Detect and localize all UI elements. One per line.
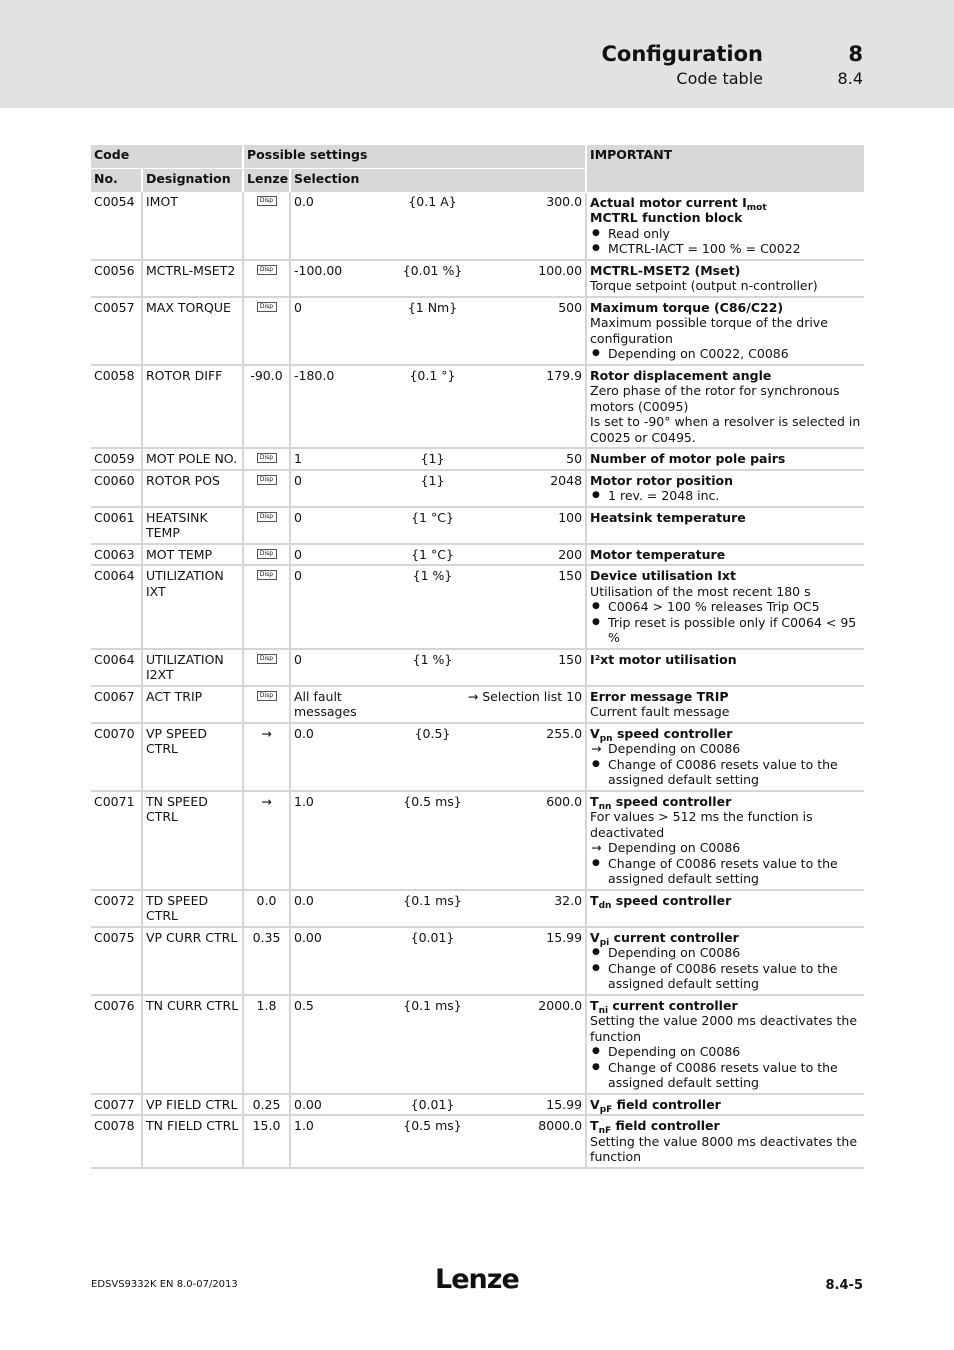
cell-lenze [243, 565, 290, 649]
table-row [91, 890, 864, 927]
cell-min: 0 [290, 507, 375, 544]
cell-step: {0.01 %} [375, 260, 490, 297]
bullet-item: ● Change of C0086 resets value to the assigned default setting [590, 757, 861, 788]
table-row [91, 365, 864, 449]
cell-step: {1} [375, 470, 490, 507]
cell-code-no: C0063 [91, 544, 142, 566]
title-subscript: dn [598, 900, 612, 911]
table-row [91, 995, 864, 1094]
bullet-item: ● Read only [590, 226, 861, 242]
cell-lenze [243, 448, 290, 470]
cell-designation: MAX TORQUE [142, 297, 243, 365]
description-title [590, 368, 861, 384]
title-text: Device utilisation Ixt [590, 568, 736, 583]
description-text: Maximum possible torque of the drive configuration [590, 315, 828, 346]
cell-important [586, 1094, 864, 1116]
cell-min: 1 [290, 448, 375, 470]
cell-min: 0.00 [290, 1094, 375, 1116]
col-header-selection: Selection [290, 169, 586, 193]
table-row [91, 927, 864, 995]
cell-designation: ROTOR DIFF [142, 365, 243, 449]
bullet-item: ● Change of C0086 resets value to the assigned default setting [590, 856, 861, 887]
col-header-lenze: Lenze [243, 169, 290, 193]
cell-lenze: 0.35 [243, 927, 290, 995]
cell-max: 100 [490, 507, 586, 544]
cell-lenze: → [243, 791, 290, 890]
title-text: T [590, 997, 599, 1013]
cell-max: 15.99 [490, 927, 586, 995]
cell-lenze [243, 470, 290, 507]
bullet-item: ● 1 rev. = 2048 inc. [590, 488, 861, 504]
description-title [590, 510, 861, 526]
cell-max: 8000.0 [490, 1115, 586, 1168]
cell-lenze [243, 260, 290, 297]
cell-important [586, 297, 864, 365]
cell-min: 0 [290, 470, 375, 507]
table-row [91, 448, 864, 470]
title-text: Maximum torque (C86/C22) [590, 299, 784, 315]
cell-max: 500 [490, 297, 586, 365]
cell-designation: MOT TEMP [142, 544, 243, 566]
table-row [91, 649, 864, 686]
cell-designation: UTILIZATION I2XT [142, 649, 243, 686]
cell-lenze: 0.25 [243, 1094, 290, 1116]
cell-min: -180.0 [290, 365, 375, 449]
cell-designation: VP CURR CTRL [142, 927, 243, 995]
title-rest: speed controller [612, 725, 733, 741]
cell-min: -100.00 [290, 260, 375, 297]
cell-max: 255.0 [490, 723, 586, 791]
description-title [590, 726, 861, 742]
cell-lenze: -90.0 [243, 365, 290, 449]
cell-important [586, 1115, 864, 1168]
table-row [91, 297, 864, 365]
cell-step: {1 °C} [375, 507, 490, 544]
title-text: T [590, 892, 599, 908]
display-only-icon: Disp [257, 512, 277, 522]
cell-min: 0 [290, 544, 375, 566]
cell-lenze [243, 649, 290, 686]
cell-max: 200 [490, 544, 586, 566]
title-text: MCTRL-MSET2 (Mset) [590, 262, 741, 278]
title-rest: speed controller [611, 793, 732, 809]
cell-designation: TN FIELD CTRL [142, 1115, 243, 1168]
page-header [0, 0, 954, 108]
cell-important [586, 791, 864, 890]
col-header-designation: Designation [142, 169, 243, 193]
cell-code-no: C0057 [91, 297, 142, 365]
bullet-item: ● Change of C0086 resets value to the assigned default setting [590, 961, 861, 992]
description-title [590, 473, 861, 489]
cell-important [586, 365, 864, 449]
description-title [590, 568, 861, 584]
title-subscript: mot [746, 202, 767, 213]
description-title [590, 893, 861, 909]
cell-important [586, 686, 864, 723]
header-chapter: 8 [848, 42, 863, 66]
title-subscript: ni [598, 1005, 609, 1016]
cell-min: All fault messages [290, 686, 375, 723]
cell-step: {0.1 A} [375, 192, 490, 260]
display-only-icon: Disp [257, 265, 277, 275]
col-header-no: No. [91, 169, 142, 193]
col-header-code: Code [91, 145, 243, 169]
description-title [590, 300, 861, 316]
cell-designation: VP FIELD CTRL [142, 1094, 243, 1116]
cell-designation: TN SPEED CTRL [142, 791, 243, 890]
description-title [590, 210, 861, 226]
cell-important [586, 470, 864, 507]
description-title [590, 1097, 861, 1113]
cell-important [586, 565, 864, 649]
cell-important [586, 995, 864, 1094]
description-title [590, 263, 861, 279]
cell-min: 0.0 [290, 192, 375, 260]
cell-code-no: C0077 [91, 1094, 142, 1116]
cell-max: 2048 [490, 470, 586, 507]
cell-designation: HEATSINK TEMP [142, 507, 243, 544]
display-only-icon: Disp [257, 196, 277, 206]
title-subscript: pn [599, 733, 613, 744]
description-title [590, 547, 861, 563]
bullet-item: ● Depending on C0086 [590, 1044, 861, 1060]
title-text: I²xt motor utilisation [590, 651, 737, 667]
page-number: 8.4-5 [825, 1278, 863, 1293]
cell-min: 0 [290, 297, 375, 365]
table-row [91, 507, 864, 544]
col-header-important: IMPORTANT [586, 145, 864, 192]
title-text: V [590, 1096, 600, 1112]
cell-important [586, 927, 864, 995]
cell-code-no: C0061 [91, 507, 142, 544]
cell-max: 15.99 [490, 1094, 586, 1116]
table-row [91, 544, 864, 566]
table-row [91, 723, 864, 791]
cell-code-no: C0076 [91, 995, 142, 1094]
cell-code-no: C0054 [91, 192, 142, 260]
cell-step: {1} [375, 448, 490, 470]
bullet-item: ● MCTRL-IACT = 100 % = C0022 [590, 241, 861, 257]
cell-code-no: C0060 [91, 470, 142, 507]
title-text: Motor rotor position [590, 472, 733, 488]
arrow-item: → Depending on C0086 [590, 840, 861, 856]
cell-important [586, 723, 864, 791]
cell-max: 179.9 [490, 365, 586, 449]
description-title [590, 794, 861, 810]
description-title [590, 998, 861, 1014]
cell-max: 150 [490, 565, 586, 649]
cell-step: {0.01} [375, 927, 490, 995]
display-only-icon: Disp [257, 691, 277, 701]
title-subscript: pF [599, 1104, 613, 1115]
table-row [91, 1094, 864, 1116]
cell-min: 0.5 [290, 995, 375, 1094]
title-rest: current controller [609, 929, 739, 945]
title-text: Heatsink temperature [590, 509, 746, 525]
cell-designation: ACT TRIP [142, 686, 243, 723]
cell-step: {1 %} [375, 649, 490, 686]
description-text: Setting the value 8000 ms deactivates the function [590, 1133, 858, 1164]
cell-code-no: C0056 [91, 260, 142, 297]
cell-step: {0.5} [375, 723, 490, 791]
cell-designation: VP SPEED CTRL [142, 723, 243, 791]
display-only-icon: Disp [257, 475, 277, 485]
cell-lenze [243, 507, 290, 544]
description-text: Zero phase of the rotor for synchronous motors (C0095) [590, 383, 840, 414]
cell-designation: MCTRL-MSET2 [142, 260, 243, 297]
header-title: Configuration [601, 42, 763, 66]
cell-step: {1 Nm} [375, 297, 490, 365]
title-subscript: nn [598, 801, 612, 812]
lenze-logo: Lenze [435, 1264, 519, 1295]
table-row [91, 791, 864, 890]
title-rest: speed controller [611, 892, 732, 908]
cell-lenze: → [243, 723, 290, 791]
table-row [91, 1115, 864, 1168]
cell-step: {0.5 ms} [375, 791, 490, 890]
cell-code-no: C0058 [91, 365, 142, 449]
description-title [590, 451, 861, 467]
col-header-possible-settings: Possible settings [243, 145, 586, 169]
cell-max: 100.00 [490, 260, 586, 297]
cell-designation: TN CURR CTRL [142, 995, 243, 1094]
cell-designation: TD SPEED CTRL [142, 890, 243, 927]
cell-code-no: C0072 [91, 890, 142, 927]
display-only-icon: Disp [257, 654, 277, 664]
title-text: V [590, 929, 600, 945]
bullet-item: ● C0064 > 100 % releases Trip OC5 [590, 599, 861, 615]
title-text: V [590, 725, 600, 741]
description-text: Setting the value 2000 ms deactivates the function [590, 1013, 858, 1044]
cell-lenze: 15.0 [243, 1115, 290, 1168]
title-text: Number of motor pole pairs [590, 451, 786, 466]
cell-step: {0.01} [375, 1094, 490, 1116]
cell-important [586, 448, 864, 470]
header-subtitle: Code table [676, 69, 763, 88]
cell-important [586, 507, 864, 544]
table-row [91, 192, 864, 260]
cell-code-no: C0075 [91, 927, 142, 995]
cell-important [586, 192, 864, 260]
cell-max: → Selection list 10 [375, 686, 586, 723]
cell-lenze [243, 297, 290, 365]
description-text: Utilisation of the most recent 180 s [590, 583, 811, 599]
title-text: Error message TRIP [590, 688, 729, 704]
title-rest: current controller [608, 997, 738, 1013]
title-text: Rotor displacement angle [590, 367, 772, 383]
cell-code-no: C0070 [91, 723, 142, 791]
code-table [91, 145, 864, 1169]
table-row [91, 686, 864, 723]
description-title [590, 930, 861, 946]
cell-code-no: C0071 [91, 791, 142, 890]
cell-min: 0.00 [290, 927, 375, 995]
cell-lenze: 1.8 [243, 995, 290, 1094]
display-only-icon: Disp [257, 570, 277, 580]
title-text: T [590, 793, 599, 809]
bullet-item: ● Trip reset is possible only if C0064 < 95 % [590, 615, 861, 646]
cell-min: 0 [290, 649, 375, 686]
cell-max: 50 [490, 448, 586, 470]
cell-lenze [243, 544, 290, 566]
cell-lenze [243, 686, 290, 723]
cell-lenze [243, 192, 290, 260]
title-rest: field controller [612, 1096, 721, 1112]
display-only-icon: Disp [257, 549, 277, 559]
description-title [590, 689, 861, 705]
description-title [590, 652, 861, 668]
display-only-icon: Disp [257, 302, 277, 312]
title-text: Motor temperature [590, 546, 726, 562]
title-text: T [590, 1118, 599, 1133]
cell-max: 150 [490, 649, 586, 686]
footer-doc-id: EDSVS9332K EN 8.0-07/2013 [91, 1279, 238, 1290]
description-text: Current fault message [590, 704, 730, 719]
cell-step: {0.1 ms} [375, 995, 490, 1094]
cell-step: {0.1 ms} [375, 890, 490, 927]
cell-min: 1.0 [290, 791, 375, 890]
cell-important [586, 544, 864, 566]
cell-max: 32.0 [490, 890, 586, 927]
cell-important [586, 890, 864, 927]
title-rest: field controller [611, 1118, 720, 1133]
bullet-item: ● Depending on C0086 [590, 945, 861, 961]
cell-step: {1 °C} [375, 544, 490, 566]
title-subscript: pi [599, 937, 610, 948]
bullet-item: ● Depending on C0022, C0086 [590, 346, 861, 362]
description-text: For values > 512 ms the function is deactivated [590, 809, 813, 840]
bullet-item: ● Change of C0086 resets value to the assigned default setting [590, 1060, 861, 1091]
cell-code-no: C0064 [91, 565, 142, 649]
description-title [590, 1118, 861, 1134]
table-row [91, 470, 864, 507]
cell-max: 300.0 [490, 192, 586, 260]
table-header-row-1 [91, 145, 864, 169]
cell-min: 0.0 [290, 723, 375, 791]
cell-important [586, 260, 864, 297]
display-only-icon: Disp [257, 453, 277, 463]
header-section: 8.4 [837, 69, 863, 88]
description-title [590, 195, 861, 211]
title-text: Actual motor current I [590, 194, 747, 210]
cell-step: {1 %} [375, 565, 490, 649]
cell-important [586, 649, 864, 686]
cell-designation: ROTOR POS [142, 470, 243, 507]
arrow-item: → Depending on C0086 [590, 741, 861, 757]
cell-max: 2000.0 [490, 995, 586, 1094]
cell-lenze: 0.0 [243, 890, 290, 927]
description-text: Is set to -90° when a resolver is selected in C0025 or C0495. [590, 414, 861, 445]
cell-min: 0.0 [290, 890, 375, 927]
cell-code-no: C0067 [91, 686, 142, 723]
cell-min: 0 [290, 565, 375, 649]
cell-designation: MOT POLE NO. [142, 448, 243, 470]
title-text: MCTRL function block [590, 210, 743, 225]
cell-designation: IMOT [142, 192, 243, 260]
cell-step: {0.1 °} [375, 365, 490, 449]
cell-code-no: C0064 [91, 649, 142, 686]
table-row [91, 565, 864, 649]
table-body [91, 192, 864, 1168]
title-subscript: nF [598, 1126, 612, 1136]
cell-designation: UTILIZATION IXT [142, 565, 243, 649]
description-text: Torque setpoint (output n-controller) [590, 278, 818, 293]
cell-min: 1.0 [290, 1115, 375, 1168]
cell-code-no: C0059 [91, 448, 142, 470]
cell-code-no: C0078 [91, 1115, 142, 1168]
cell-step: {0.5 ms} [375, 1115, 490, 1168]
cell-max: 600.0 [490, 791, 586, 890]
table-row [91, 260, 864, 297]
